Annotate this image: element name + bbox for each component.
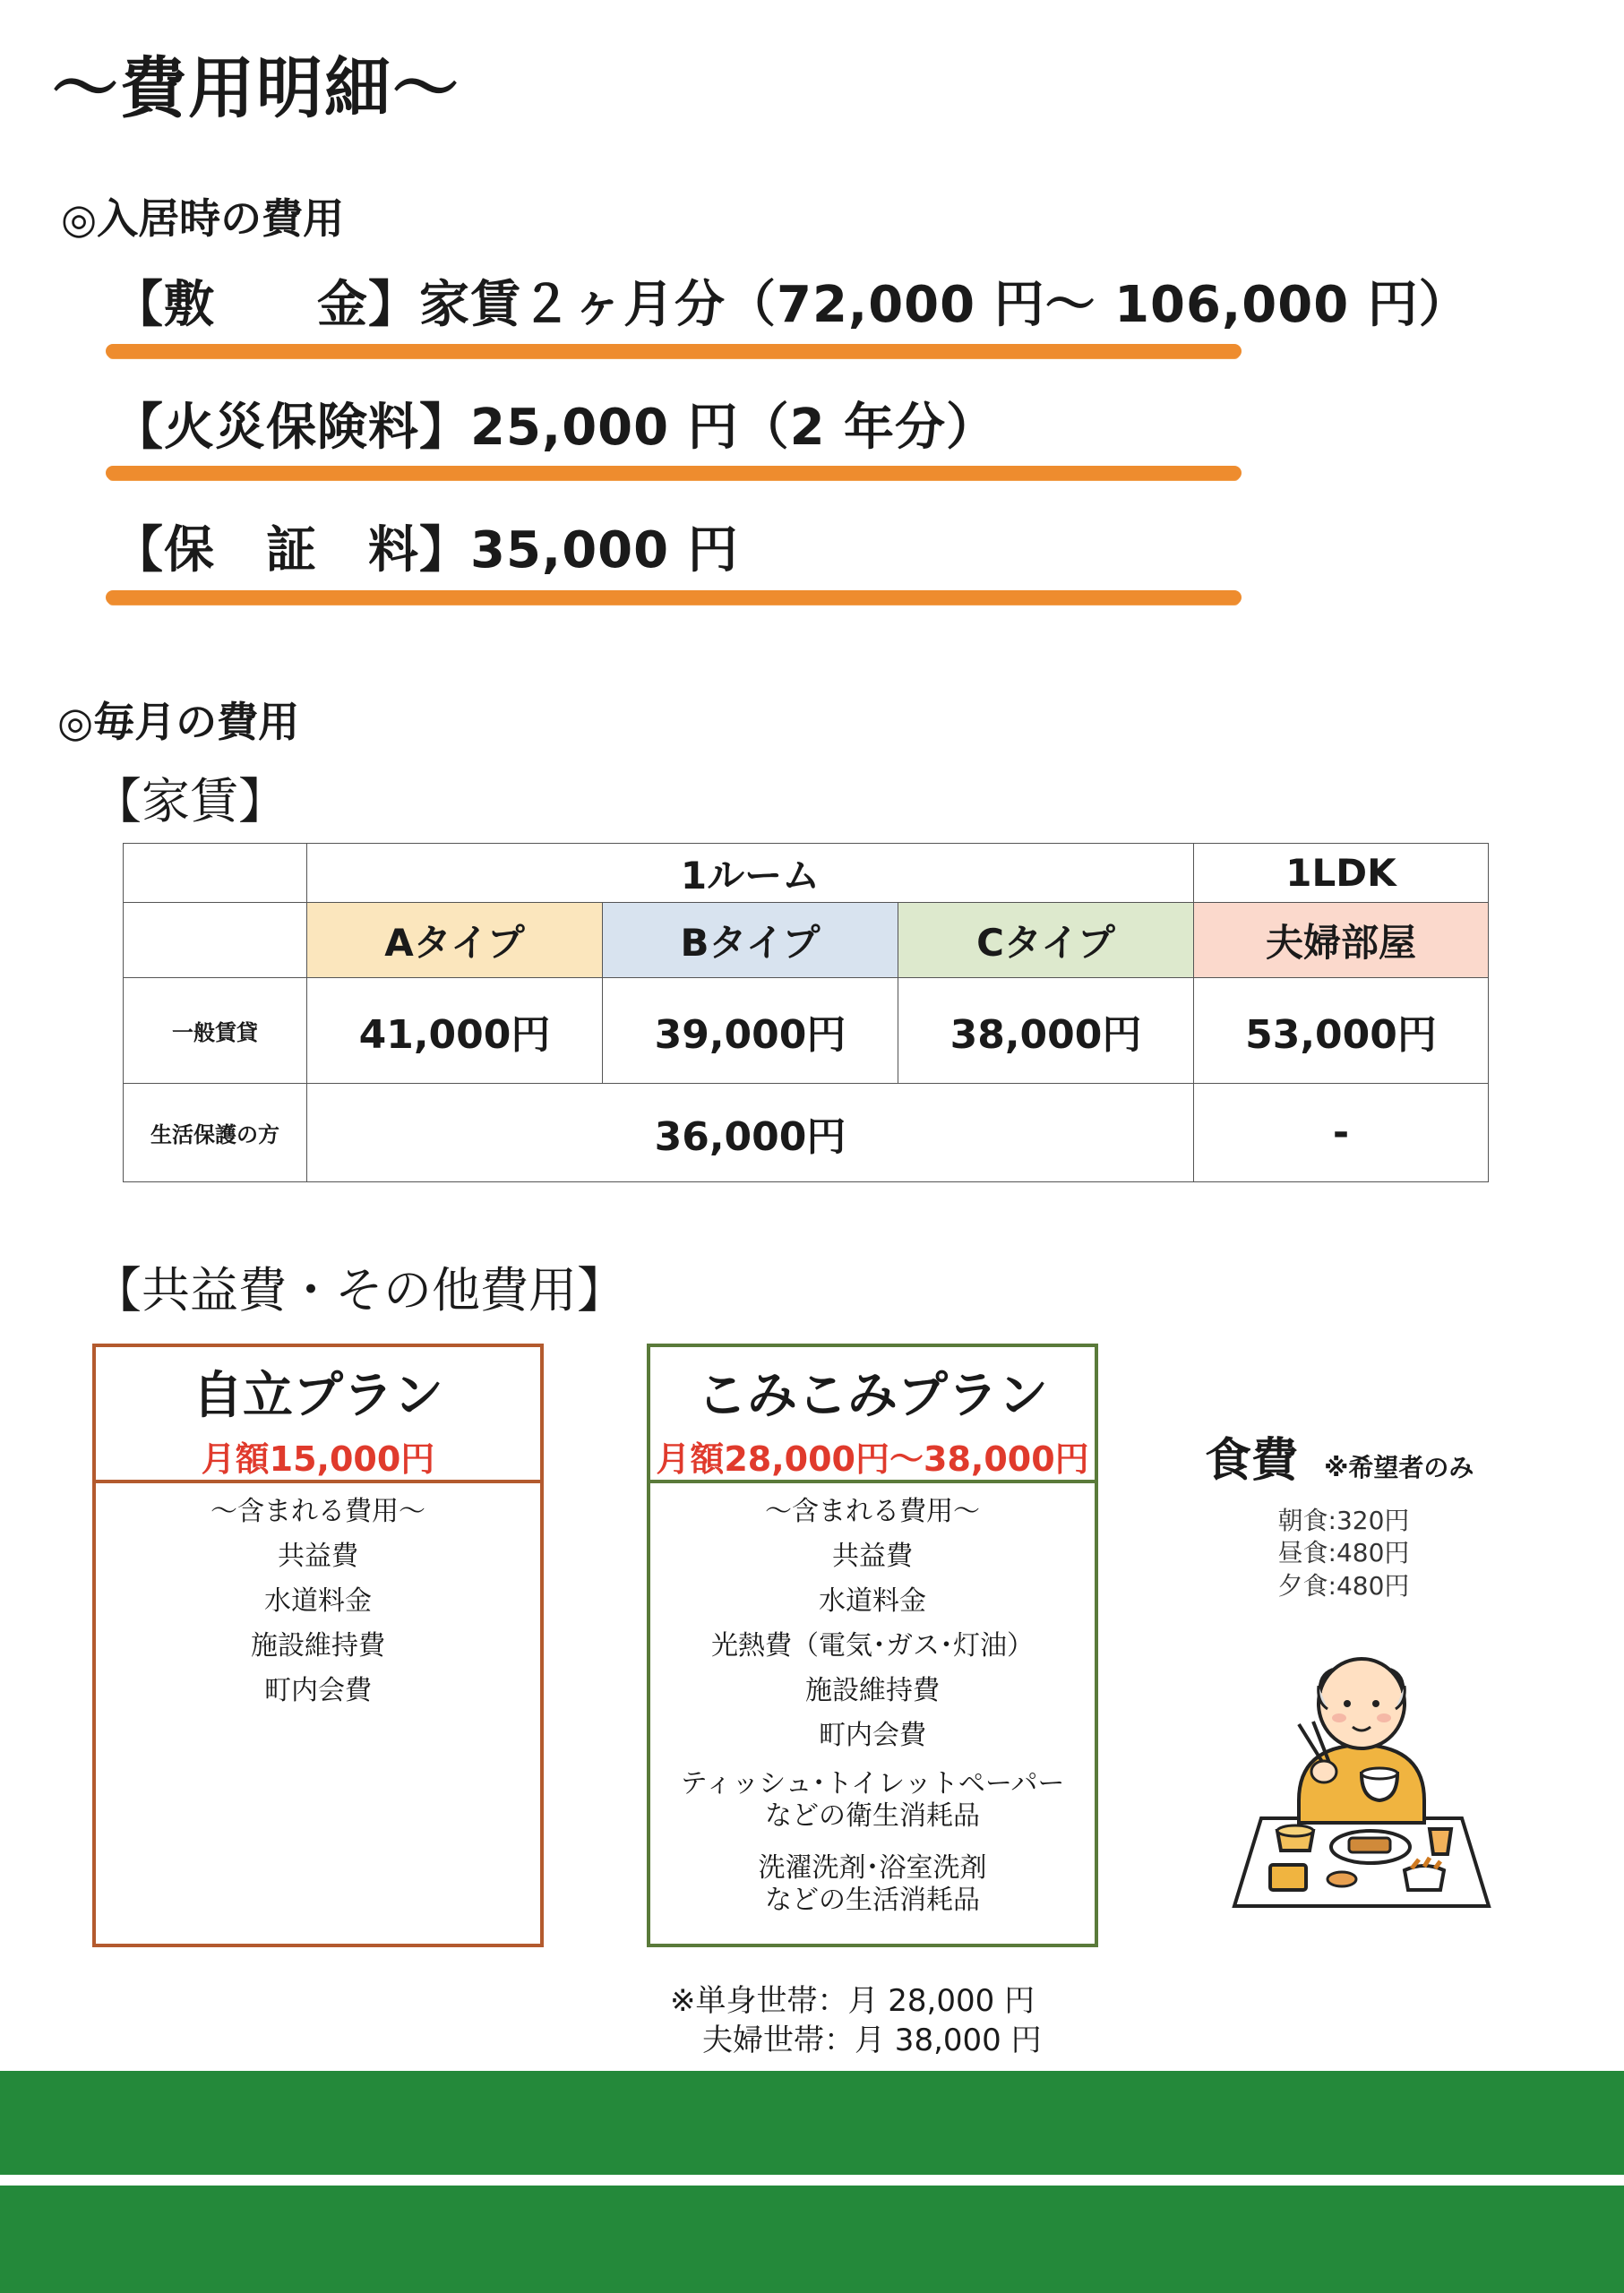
type-a-header: Aタイプ [307,903,603,978]
entry-deposit-value: 家賃２ヶ月分（72,000 円～ 106,000 円） [419,276,1470,334]
type-b-header: Bタイプ [603,903,898,978]
plan-komikomi-item-line: などの生活消耗品 [765,1885,980,1916]
rent-welfare-1room: 36,000円 [307,1084,1194,1182]
plan-komikomi-price: 月額28,000円～38,000円 [656,1439,1089,1479]
plan-jiritsu-item: 共益費 [278,1541,358,1572]
rent-group-1room: 1ルーム [307,844,1194,903]
plan-komikomi-box [647,1344,1098,1947]
household-note-couple: 夫婦世帯：月 38,000 円 [702,2022,1042,2058]
entry-guarantee-underline [106,590,1242,605]
plan-komikomi-item: 施設維持費 [805,1675,940,1706]
footer-band-top [0,2071,1624,2175]
page-title: ～費用明細～ [52,50,460,127]
entry-insurance-value: 25,000 円（2 年分） [470,399,998,457]
plan-jiritsu-included-label: ～含まれる費用～ [211,1496,425,1527]
rent-row-welfare-label: 生活保護の方 [124,1084,307,1182]
plan-komikomi-item-multi [650,1852,1095,1917]
entry-guarantee-label: 【保 証 料】 [113,521,470,580]
rent-general-c: 38,000円 [898,978,1194,1084]
plan-komikomi-item-line: ティッシュ･トイレットペーパー [680,1768,1065,1799]
rent-row-general [124,978,1489,1084]
entry-guarantee [113,511,739,582]
plan-jiritsu-item: 施設維持費 [251,1630,385,1662]
entry-insurance-label: 【火災保険料】 [113,399,470,457]
plan-jiritsu-divider [96,1480,540,1483]
plan-komikomi-included-label: ～含まれる費用～ [765,1496,980,1527]
plan-jiritsu-item: 水道料金 [264,1585,372,1617]
entry-deposit-label: 【敷 金】 [113,276,419,334]
plan-komikomi-item: 光熱費（電気･ガス･灯油） [711,1630,1034,1662]
plan-komikomi-divider [650,1480,1095,1483]
rent-group-1ldk: 1LDK [1194,844,1489,903]
rent-table [123,843,1489,1182]
footer-band-bottom [0,2186,1624,2293]
rent-general-couple: 53,000円 [1194,978,1489,1084]
entry-guarantee-value: 35,000 円 [470,521,739,580]
rent-table-corner-2 [124,903,307,978]
rent-table-corner [124,844,307,903]
rent-row-general-label: 一般賃貸 [124,978,307,1084]
plan-komikomi-item-line: などの衛生消耗品 [765,1800,980,1832]
plan-komikomi-item-line: 洗濯洗剤･浴室洗剤 [758,1852,987,1884]
meal-dinner: 夕食:480円 [1277,1570,1410,1601]
plan-jiritsu-item: 町内会費 [264,1675,372,1706]
meal-list [1250,1505,1438,1602]
entry-insurance [113,388,997,459]
plan-komikomi-item: 共益費 [832,1541,913,1572]
other-costs-heading: 【共益費・その他費用】 [93,1262,625,1318]
food-heading: 食費 [1205,1434,1299,1488]
plan-jiritsu-price: 月額15,000円 [201,1439,435,1479]
monthly-heading: ◎毎月の費用 [57,698,300,746]
plan-komikomi-item: 水道料金 [819,1585,926,1617]
type-c-header: Cタイプ [898,903,1194,978]
rent-row-welfare [124,1084,1489,1182]
rent-general-a: 41,000円 [307,978,603,1084]
entry-deposit [113,265,1470,337]
rent-heading: 【家賃】 [93,773,287,829]
food-note: ※希望者のみ [1324,1453,1474,1482]
plan-komikomi-item-multi [650,1768,1095,1833]
plan-jiritsu-title: 自立プラン [193,1367,443,1425]
rent-welfare-1ldk: - [1194,1084,1489,1182]
entry-insurance-underline [106,466,1242,480]
entry-deposit-underline [106,344,1242,358]
plan-komikomi-item: 町内会費 [819,1720,926,1751]
food-heading-row [1205,1422,1474,1490]
rent-table-type-row [124,903,1489,978]
move-in-heading: ◎入居時の費用 [61,194,345,243]
plan-komikomi-title: こみこみプラン [697,1367,1048,1425]
type-couple-header: 夫婦部屋 [1194,903,1489,978]
rent-table-group-row [124,844,1489,903]
elderly-man-eating-icon [1227,1639,1496,1908]
plan-jiritsu-box [92,1344,544,1947]
meal-breakfast: 朝食:320円 [1277,1506,1410,1535]
household-note-single: ※単身世帯：月 28,000 円 [670,1983,1035,2019]
meal-lunch: 昼食:480円 [1277,1538,1410,1568]
rent-general-b: 39,000円 [603,978,898,1084]
